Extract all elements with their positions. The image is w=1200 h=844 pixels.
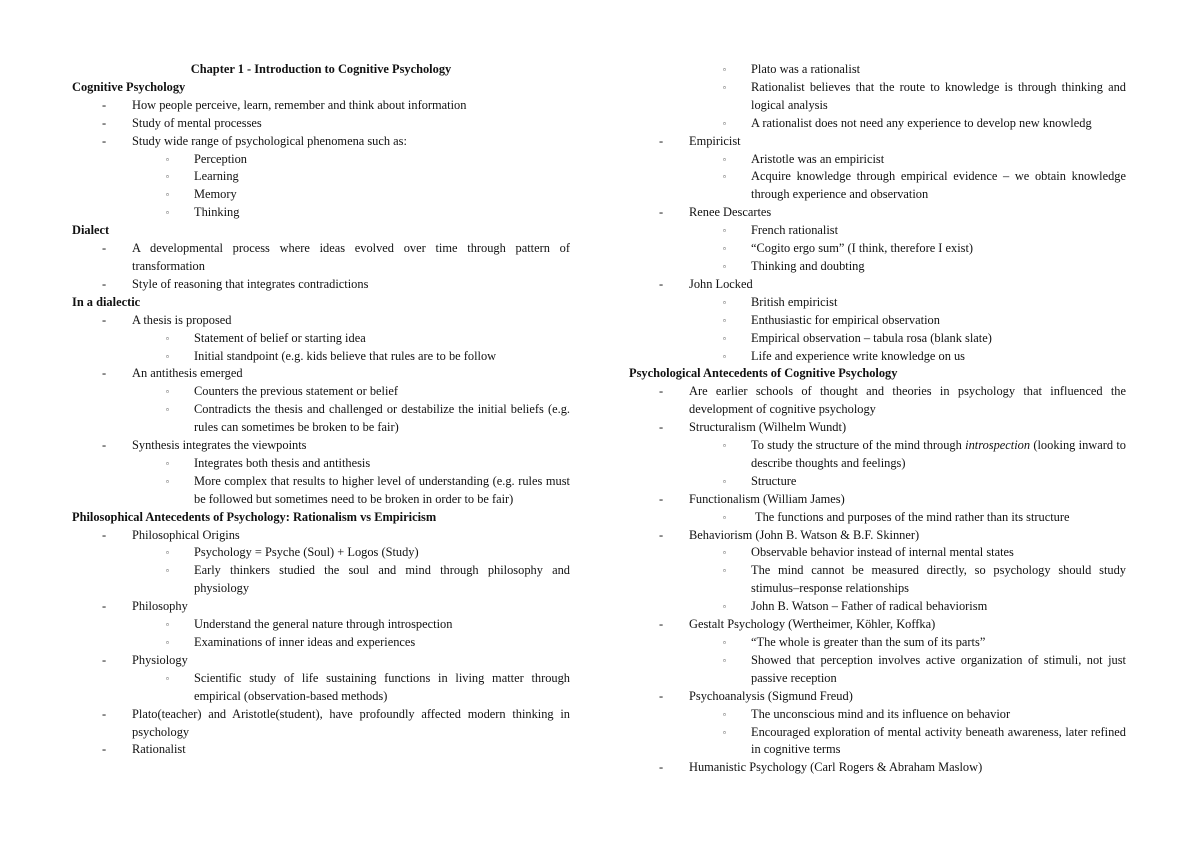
page-title: Chapter 1 - Introduction to Cognitive Psychology	[190, 62, 452, 76]
sub-list-item: ▫ Early thinkers studied the soul and mind through philosophy and physiology	[166, 563, 570, 596]
square-bullet-icon: ▫	[166, 208, 169, 218]
list-item: - Functionalism (William James)	[629, 491, 1126, 509]
square-bullet-icon: ▫	[723, 709, 726, 719]
square-bullet-icon: ▫	[166, 620, 169, 630]
sub-list-item: ▫ Acquire knowledge through empirical evidence – we obtain knowledge through experience and observation	[723, 169, 1126, 202]
dash-bullet: -	[659, 133, 664, 148]
sub-list-item: ▫ Rationalist believes that the route to knowledge is through thinking and logical analysis	[723, 79, 1126, 112]
sub-list-item: ▫ Life and experience write knowledge on us	[629, 348, 1126, 366]
dash-bullet: -	[102, 133, 107, 148]
list-item: - John Locked	[629, 276, 1126, 294]
square-bullet-icon: ▫	[723, 226, 726, 236]
square-bullet-icon: ▫	[723, 727, 726, 737]
dash-bullet: -	[102, 742, 107, 757]
sub-list-item: ▫ Observable behavior instead of internal mental states	[629, 544, 1126, 562]
heading-dialect: Dialect	[72, 223, 110, 238]
square-bullet-icon: ▫	[166, 387, 169, 397]
square-bullet-icon: ▫	[723, 244, 726, 254]
square-bullet-icon: ▫	[166, 638, 169, 647]
list-item: - Gestalt Psychology (Wertheimer, Köhler, Koffka)	[629, 616, 1126, 634]
sub-list-item: ▫ Showed that perception involves active organization of stimuli, not just passive reception	[723, 652, 1126, 685]
dash-bullet: -	[102, 599, 107, 614]
list-item: - Style of reasoning that integrates contradictions	[72, 276, 570, 294]
list-item: - Study of mental processes	[72, 115, 570, 133]
dash-bullet: -	[659, 527, 664, 542]
list-item: - Synthesis integrates the viewpoints	[72, 437, 570, 455]
sub-list-item: ▫ More complex that results to higher level of understanding (e.g. rules must be followed but sometimes need to be broken in order to be fair)	[166, 473, 570, 506]
sub-list-item: ▫ Contradicts the thesis and challenged or destabilize the initial beliefs (e.g. rules can sometimes be broken to be fair)	[166, 402, 570, 435]
sub-list-item: ▫ Initial standpoint (e.g. kids believe that rules are to be follow	[72, 348, 570, 366]
heading-in-a-dialectic: In a dialectic	[72, 294, 141, 309]
list-item: - Physiology	[72, 652, 570, 670]
right-column	[629, 61, 1126, 777]
list-item: - Are earlier schools of thought and theories in psychology that influenced the development of cognitive psychology	[659, 384, 1126, 417]
sub-list-item: ▫ The unconscious mind and its influence on behavior	[629, 706, 1126, 724]
list-item: - A developmental process where ideas evolved over time through pattern of transformation	[102, 241, 570, 273]
sub-list-item: ▫ Statement of belief or starting idea	[72, 330, 570, 348]
square-bullet-icon: ▫	[166, 190, 169, 200]
dash-bullet: -	[102, 706, 107, 721]
sub-list-item: ▫ A rationalist does not need any experience to develop new knowledg	[629, 115, 1126, 133]
square-bullet-icon: ▫	[723, 476, 726, 486]
dash-bullet: -	[659, 491, 664, 506]
dash-bullet: -	[102, 366, 107, 381]
square-bullet-icon: ▫	[166, 405, 169, 415]
sub-list-item: ▫ Thinking	[72, 204, 570, 222]
square-bullet-icon: ▫	[723, 172, 726, 182]
sub-list-item: ▫ French rationalist	[629, 222, 1126, 240]
dash-bullet: -	[659, 205, 664, 220]
dash-bullet: -	[102, 438, 107, 453]
sub-list-item: ▫ Enthusiastic for empirical observation	[629, 312, 1126, 330]
sub-list-item: ▫ The mind cannot be measured directly, so psychology should study stimulus–response relationships	[723, 563, 1126, 596]
dash-bullet: -	[102, 241, 107, 256]
list-item: - Structuralism (Wilhelm Wundt)	[629, 419, 1126, 437]
sub-list-item: ▫ “The whole is greater than the sum of its parts”	[629, 634, 1126, 652]
dash-bullet: -	[659, 276, 664, 291]
list-item: - Philosophical Origins	[72, 527, 570, 545]
list-item: - Psychoanalysis (Sigmund Freud)	[629, 688, 1126, 706]
sub-list-item: ▫ Structure	[629, 473, 1126, 491]
square-bullet-icon: ▫	[723, 82, 726, 92]
dash-bullet: -	[102, 115, 107, 130]
list-item: - Study wide range of psychological phenomena such as:	[72, 133, 570, 151]
sub-list-item: ▫ Aristotle was an empiricist	[629, 151, 1126, 169]
dash-bullet: -	[102, 652, 107, 667]
heading-cognitive-psychology: Cognitive Psychology	[72, 79, 186, 94]
emphasis-introspection: introspection	[965, 438, 1031, 453]
square-bullet-icon: ▫	[723, 65, 726, 74]
list-item: - How people perceive, learn, remember and think about information	[72, 97, 570, 115]
left-column	[72, 61, 570, 759]
square-bullet-icon: ▫	[166, 476, 169, 486]
dash-bullet: -	[102, 276, 107, 291]
square-bullet-icon: ▫	[723, 261, 726, 271]
dash-bullet: -	[659, 760, 664, 775]
square-bullet-icon: ▫	[723, 655, 726, 665]
sub-list-item: ▫ British empiricist	[629, 294, 1126, 312]
list-item: - A thesis is proposed	[72, 312, 570, 330]
list-item: - Renee Descartes	[629, 204, 1126, 222]
dash-bullet: -	[659, 420, 664, 435]
list-item: - Plato(teacher) and Aristotle(student), have profoundly affected modern thinking in psychology	[102, 706, 570, 739]
square-bullet-icon: ▫	[723, 118, 726, 128]
dash-bullet: -	[102, 312, 107, 327]
sub-list-item: ▫ Encouraged exploration of mental activity beneath awareness, later refined in cognitive terms	[723, 724, 1126, 757]
dash-bullet: -	[659, 617, 664, 632]
sub-list-item: ▫ John B. Watson – Father of radical behaviorism	[629, 598, 1126, 616]
list-item: - Humanistic Psychology (Carl Rogers & Abraham Maslow)	[629, 759, 1126, 777]
square-bullet-icon: ▫	[723, 441, 726, 451]
square-bullet-icon: ▫	[723, 297, 726, 307]
list-item: - An antithesis emerged	[72, 365, 570, 383]
sub-list-item: ▫ To study the structure of the mind through introspection (looking inward to describe thoughts and feelings)	[723, 438, 1126, 470]
sub-list-item: ▫ Understand the general nature through introspection	[72, 616, 570, 634]
sub-list-item: ▫ “Cogito ergo sum” (I think, therefore I exist)	[629, 240, 1126, 258]
square-bullet-icon: ▫	[723, 333, 726, 343]
sub-list-item: ▫ Perception	[72, 151, 570, 169]
square-bullet-icon: ▫	[723, 602, 726, 612]
list-item: - Behaviorism (John B. Watson & B.F. Skinner)	[629, 527, 1126, 545]
square-bullet-icon: ▫	[166, 566, 169, 576]
square-bullet-icon: ▫	[166, 172, 169, 182]
square-bullet-icon: ▫	[166, 154, 169, 164]
square-bullet-icon: ▫	[166, 333, 169, 343]
square-bullet-icon: ▫	[723, 154, 726, 164]
square-bullet-icon: ▫	[723, 315, 726, 325]
square-bullet-icon: ▫	[723, 638, 726, 647]
sub-list-item: ▫ Thinking and doubting	[629, 258, 1126, 276]
list-item: - Philosophy	[72, 598, 570, 616]
sub-list-item: ▫ Scientific study of life sustaining functions in living matter through empirical (observation-based methods)	[166, 670, 570, 703]
square-bullet-icon: ▫	[166, 548, 169, 558]
sub-list-item: ▫ Plato was a rationalist	[629, 61, 1126, 79]
square-bullet-icon: ▫	[166, 351, 169, 361]
heading-philosophical-antecedents: Philosophical Antecedents of Psychology: Rationalism vs Empiricism	[72, 509, 437, 524]
sub-list-item: ▫ Examinations of inner ideas and experiences	[72, 634, 570, 652]
dash-bullet: -	[659, 688, 664, 703]
sub-list-item: ▫ Counters the previous statement or belief	[72, 383, 570, 401]
sub-list-item: ▫ Integrates both thesis and antithesis	[72, 455, 570, 473]
list-item: - Rationalist	[72, 741, 570, 759]
list-item: - Empiricist	[629, 133, 1126, 151]
dash-bullet: -	[102, 527, 107, 542]
square-bullet-icon: ▫	[166, 458, 169, 468]
heading-psychological-antecedents: Psychological Antecedents of Cognitive Psychology	[629, 366, 898, 381]
square-bullet-icon: ▫	[723, 351, 726, 361]
square-bullet-icon: ▫	[723, 548, 726, 558]
sub-list-item: ▫ The functions and purposes of the mind rather than its structure	[629, 509, 1126, 527]
dash-bullet: -	[102, 97, 107, 112]
sub-list-item: ▫ Learning	[72, 168, 570, 186]
sub-list-item: ▫ Memory	[72, 186, 570, 204]
square-bullet-icon: ▫	[166, 673, 169, 683]
square-bullet-icon: ▫	[723, 512, 726, 522]
square-bullet-icon: ▫	[723, 566, 726, 576]
sub-list-item: ▫ Psychology = Psyche (Soul) + Logos (Study)	[72, 544, 570, 562]
sub-list-item: ▫ Empirical observation – tabula rosa (blank slate)	[629, 330, 1126, 348]
dash-bullet: -	[659, 384, 664, 399]
